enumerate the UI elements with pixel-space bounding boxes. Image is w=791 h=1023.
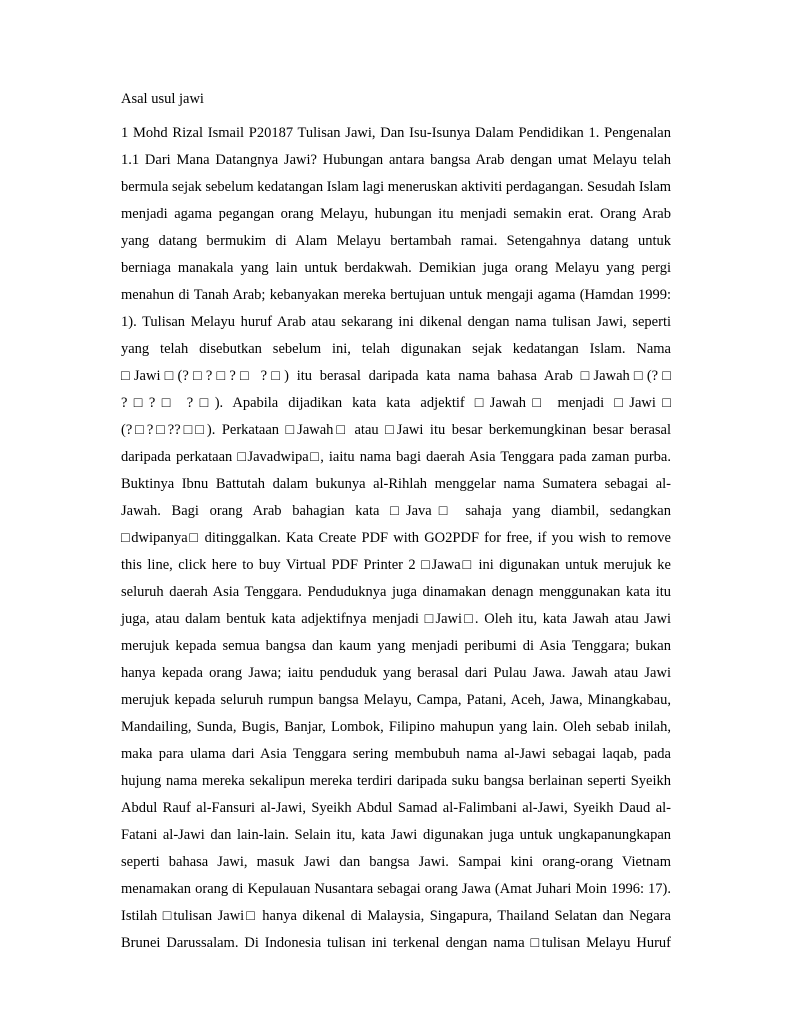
text-line: juga, atau dalam bentuk kata adjektifnya menjadi □Jawi□. Oleh itu, kata Jawah atau Jawi	[121, 611, 671, 627]
text-line: daripada perkataan □Javadwipa□, iaitu nama bagi daerah Asia Tenggara pada zaman purba.	[121, 449, 671, 465]
text-line: seperti bahasa Jawi, masuk Jawi dan bangsa Jawi. Sampai kini orang-orang Vietnam	[121, 854, 671, 870]
text-line: Mandailing, Sunda, Bugis, Banjar, Lombok, Filipino mahupun yang lain. Oleh sebab inilah,	[121, 719, 671, 735]
text-line: menjadi agama pegangan orang Melayu, hubungan itu menjadi semakin erat. Orang Arab	[121, 206, 671, 222]
text-line: hujung nama mereka sekalipun mereka terdiri daripada suku bangsa berlainan seperti Syeikh	[121, 773, 671, 789]
text-line: Brunei Darussalam. Di Indonesia tulisan ini terkenal dengan nama □tulisan Melayu Huruf	[121, 935, 671, 951]
text-line: Fatani al-Jawi dan lain-lain. Selain itu, kata Jawi digunakan juga untuk ungkapanungkapan	[121, 827, 671, 843]
text-line: merujuk kepada semua bangsa dan kaum yang menjadi peribumi di Asia Tenggara; bukan	[121, 638, 671, 654]
text-line: 1.1 Dari Mana Datangnya Jawi? Hubungan antara bangsa Arab dengan umat Melayu telah	[121, 152, 671, 168]
text-line: □dwipanya□ ditinggalkan. Kata Create PDF with GO2PDF for free, if you wish to remove	[121, 530, 671, 546]
text-line: seluruh daerah Asia Tenggara. Penduduknya juga dinamakan denagn menggunakan kata itu	[121, 584, 671, 600]
text-line: yang telah disebutkan sebelum ini, telah digunakan sejak kedatangan Islam. Nama	[121, 341, 671, 357]
text-line: Jawah. Bagi orang Arab bahagian kata □Java□ sahaja yang diambil, sedangkan	[121, 503, 671, 519]
text-line: yang datang bermukim di Alam Melayu bertambah ramai. Setengahnya datang untuk	[121, 233, 671, 249]
text-line: Istilah □tulisan Jawi□ hanya dikenal di Malaysia, Singapura, Thailand Selatan dan Negara	[121, 908, 671, 924]
text-line: ?□?□ ?□). Apabila dijadikan kata kata adjektif □Jawah□ menjadi □Jawi□	[121, 395, 671, 411]
text-line: Buktinya Ibnu Battutah dalam bukunya al-Rihlah menggelar nama Sumatera sebagai al-	[121, 476, 671, 492]
text-line: bermula sejak sebelum kedatangan Islam lagi meneruskan aktiviti perdagangan. Sesudah Islam	[121, 179, 672, 195]
text-line: 1). Tulisan Melayu huruf Arab atau sekarang ini dikenal dengan nama tulisan Jawi, seperti	[121, 314, 671, 330]
text-line: this line, click here to buy Virtual PDF Printer 2 □Jawa□ ini digunakan untuk merujuk ke	[121, 557, 671, 573]
text-line: menamakan orang di Kepulauan Nusantara sebagai orang Jawa (Amat Juhari Moin 1996: 17).	[121, 881, 671, 897]
text-line: 1 Mohd Rizal Ismail P20187 Tulisan Jawi, Dan Isu-Isunya Dalam Pendidikan 1. Pengenalan	[121, 125, 671, 141]
document-body	[121, 120, 671, 957]
text-line: maka para ulama dari Asia Tenggara sering membubuh nama al-Jawi sebagai laqab, pada	[121, 746, 671, 762]
text-line: berniaga manakala yang lain untuk berdakwah. Demikian juga orang Melayu yang pergi	[121, 260, 671, 276]
document-title: Asal usul jawi	[121, 91, 204, 107]
text-line: Abdul Rauf al-Fansuri al-Jawi, Syeikh Abdul Samad al-Falimbani al-Jawi, Syeikh Daud al-	[121, 800, 671, 816]
text-line: (?□?□??□□). Perkataan □Jawah□ atau □Jawi itu besar berkemungkinan besar berasal	[121, 422, 671, 438]
text-line: □Jawi□(?□?□?□ ?□) itu berasal daripada kata nama bahasa Arab □Jawah□(?□	[121, 368, 671, 384]
text-line: menahun di Tanah Arab; kebanyakan mereka bertujuan untuk mengaji agama (Hamdan 1999:	[121, 287, 671, 303]
text-line: merujuk kepada seluruh rumpun bangsa Melayu, Campa, Patani, Aceh, Jawa, Minangkabau,	[121, 692, 671, 708]
text-line: hanya kepada orang Jawa; iaitu penduduk yang berasal dari Pulau Jawa. Jawah atau Jawi	[121, 665, 671, 681]
